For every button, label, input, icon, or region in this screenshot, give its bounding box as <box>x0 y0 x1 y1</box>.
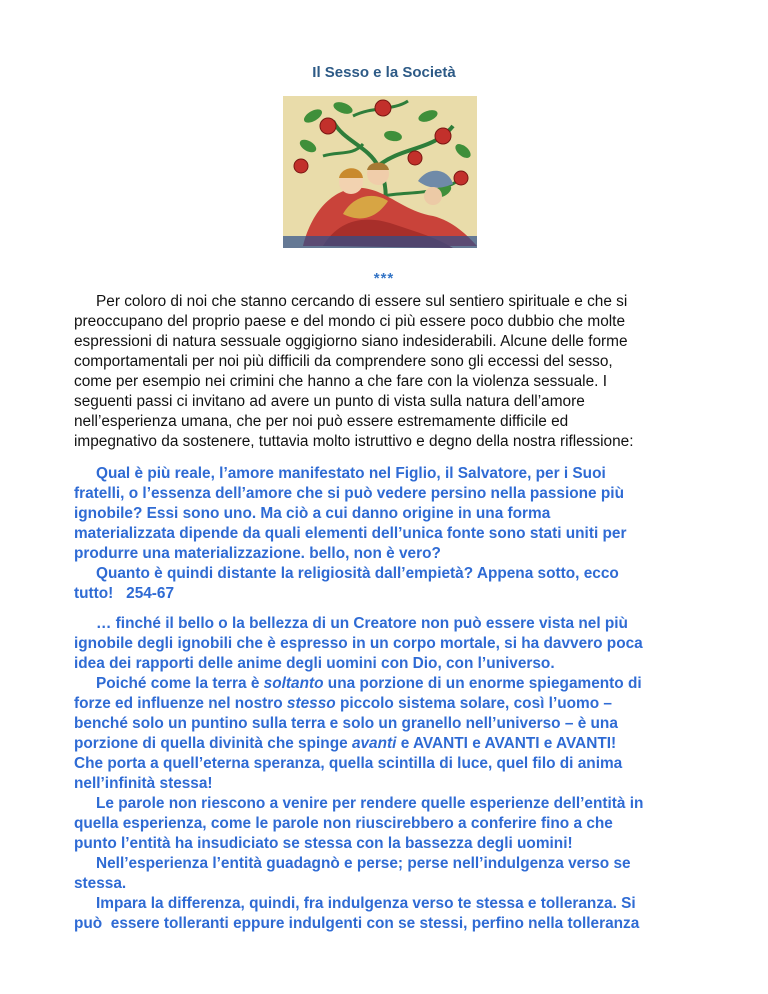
quote-line: produrre una materializzazione. bello, non è vero? <box>74 545 441 562</box>
emphasis-soltanto: soltanto <box>263 675 324 692</box>
quote-line: tutto! 254-67 <box>74 585 175 602</box>
section-separator: *** <box>373 270 395 287</box>
medieval-illustration <box>283 96 477 248</box>
quote-block-2 <box>74 614 694 934</box>
quote-line: Impara la differenza, quindi, fra indulgenza verso te stessa e tolleranza. Si <box>96 895 636 912</box>
quote-line: Le parole non riescono a venire per rendere quelle esperienze dell’entità in <box>96 795 644 812</box>
quote-line: Qual è più reale, l’amore manifestato nel Figlio, il Salvatore, per i Suoi <box>96 465 606 482</box>
intro-line: comportamentali per noi più difficili da comprendere sono gli eccessi del sesso, <box>74 353 613 370</box>
quote-fragment: e AVANTI e AVANTI e AVANTI! <box>396 735 617 752</box>
quote-line: fratelli, o l’essenza dell’amore che si può vedere persino nella passione più <box>74 485 624 502</box>
emphasis-avanti: avanti <box>351 735 397 752</box>
quote-fragment: piccolo sistema solare, così l’uomo – <box>335 695 612 712</box>
quote-line <box>74 674 694 694</box>
quote-line <box>74 694 694 714</box>
quote-line: stessa. <box>74 875 127 892</box>
quote-line: materializzata dipende da quali elementi dell’unica fonte sono stati uniti per <box>74 525 627 542</box>
emphasis-stesso: stesso <box>286 695 336 712</box>
quote-line: punto l’entità ha insudiciato se stessa con la bassezza degli uomini! <box>74 835 573 852</box>
quote-fragment: Poiché come la terra è <box>96 675 264 692</box>
quote-line: Quanto è quindi distante la religiosità dall’empietà? Appena sotto, ecco <box>96 565 619 582</box>
quote-line: Nell’esperienza l’entità guadagnò e perse; perse nell’indulgenza verso se <box>96 855 631 872</box>
intro-line: espressioni di natura sessuale oggigiorno siano indesiderabili. Alcune delle forme <box>74 333 628 350</box>
intro-line: nell’esperienza umana, che per noi può essere estremamente difficile ed <box>74 413 569 430</box>
intro-line: impegnativo da sostenere, tuttavia molto istruttivo e degno della nostra riflessione: <box>74 433 634 450</box>
quote-fragment: porzione di quella divinità che spinge <box>74 735 352 752</box>
quote-line: quella esperienza, come le parole non riuscirebbero a conferire fino a che <box>74 815 613 832</box>
quote-line: ignobile? Essi sono uno. Ma ciò a cui danno origine in una forma <box>74 505 551 522</box>
intro-line: Per coloro di noi che stanno cercando di essere sul sentiero spirituale e che si <box>96 293 628 310</box>
quote-line: ignobile degli ignobili che è espresso in un corpo mortale, si ha davvero poca <box>74 635 643 652</box>
quote-line <box>74 734 694 754</box>
quote-line: Che porta a quell’eterna speranza, quella scintilla di luce, quel filo di anima <box>74 755 623 772</box>
quote-line: … finché il bello o la bellezza di un Creatore non può essere vista nel più <box>96 615 628 632</box>
intro-paragraph <box>74 292 694 452</box>
quote-line: nell’infinità stessa! <box>74 775 213 792</box>
quote-line: idea dei rapporti delle anime degli uomini con Dio, con l’universo. <box>74 655 555 672</box>
lovers-miniature-image <box>283 96 477 248</box>
quote-line: può essere tolleranti eppure indulgenti con se stessi, perfino nella tolleranza <box>74 915 640 932</box>
quote-fragment: una porzione di un enorme spiegamento di <box>323 675 642 692</box>
intro-line: seguenti passi ci invitano ad avere un punto di vista sulla natura dell’amore <box>74 393 585 410</box>
quote-line: benché solo un puntino sulla terra e solo un granello nell’universo – è una <box>74 715 618 732</box>
quote-block-1 <box>74 464 694 604</box>
document-title: Il Sesso e la Società <box>312 64 456 81</box>
intro-line: preoccupano del proprio paese e del mondo ci più essere poco dubbio che molte <box>74 313 626 330</box>
quote-fragment: forze ed influenze nel nostro <box>74 695 287 712</box>
intro-line: come per esempio nei crimini che hanno a che fare con la violenza sessuale. I <box>74 373 607 390</box>
